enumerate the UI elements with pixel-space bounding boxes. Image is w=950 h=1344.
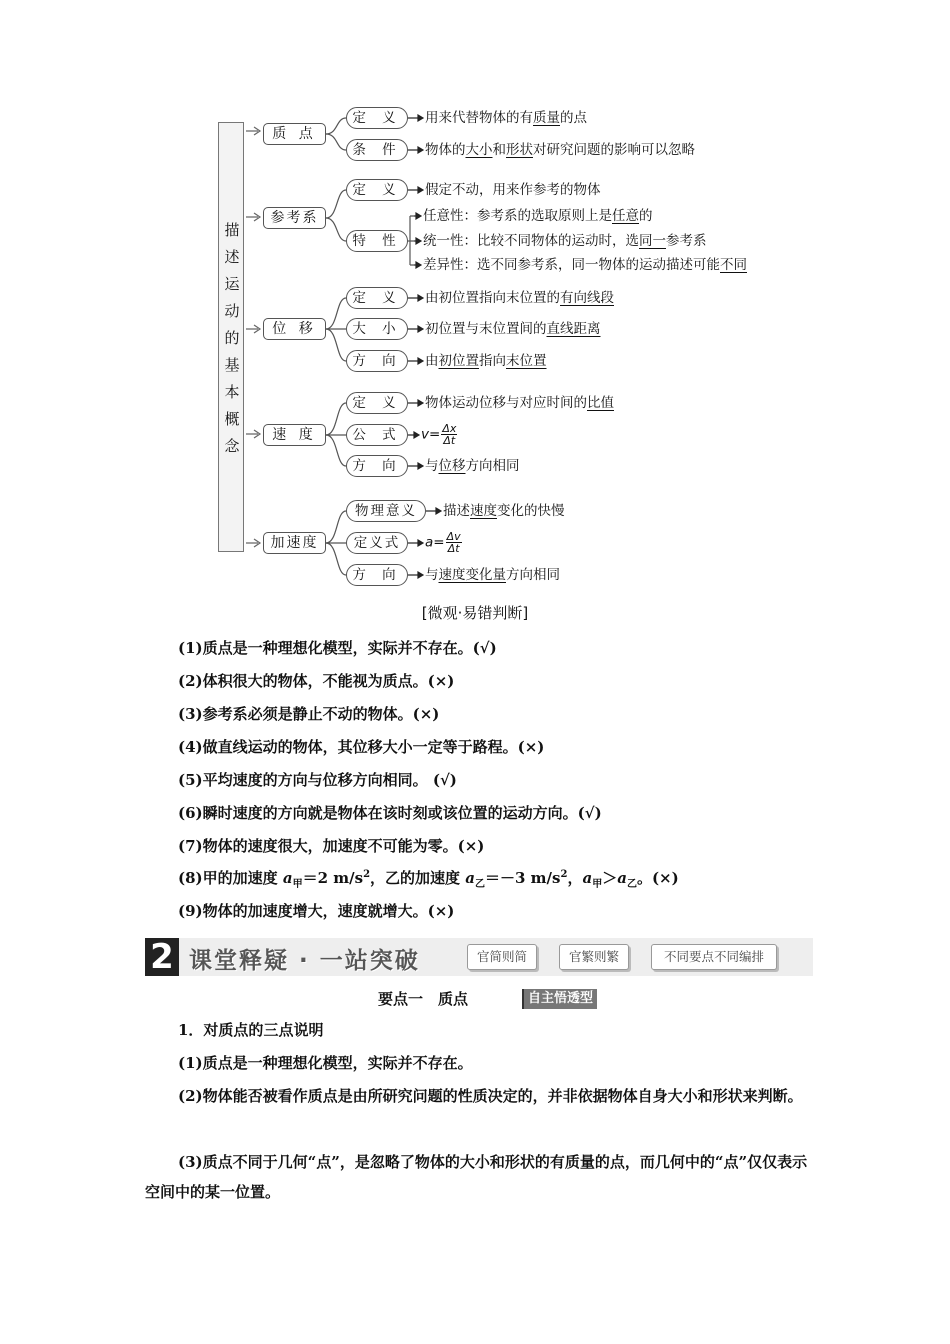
node-definition: 定 义 [346,392,408,414]
banner-tag: 不同要点不同编排 [651,944,777,970]
node-direction: 方 向 [346,455,408,477]
banner-tag: 官繁则繁 [559,944,629,970]
judgment-item: (3)参考系必须是静止不动的物体。(×) [178,705,440,723]
section-title: 课堂释疑 · 一站突破 [189,948,420,974]
node-definition: 定 义 [346,287,408,309]
node-magnitude: 大 小 [346,318,408,340]
judgment-item: (8)甲的加速度 $a_甲=2$ $m/s^2$，乙的加速度 $a_乙=-3$ $m/s^2$，$a_甲>a_乙$。(×) [178,869,679,890]
banner-tag: 官简则简 [467,944,537,970]
judgment-item: (1)质点是一种理想化模型，实际并不存在。(√) [178,639,497,657]
root-char: 描 [224,221,240,239]
leaf-frame-definition: 假定不动，用来作参考的物体 [425,182,601,198]
point-heading: 要点一 质点 [378,990,469,1008]
node-direction: 方 向 [346,350,408,372]
node-formula: 公 式 [346,424,408,446]
root-concept-bar [218,122,244,552]
node-condition: 条 件 [346,139,408,161]
node-definition: 定 义 [346,179,408,201]
leaf-acceleration-direction: 与速度变化量方向相同 [425,567,560,583]
leaf-acceleration-formula: a= $\frac{\Delta v}{\Delta t}$ [425,530,461,555]
point-type-badge: 自主悟透型 [522,989,597,1009]
root-char: 动 [224,302,240,320]
node-property: 特 性 [346,230,408,252]
body-paragraph: (3)质点不同于几何“点”，是忽略了物体的大小和形状的有质量的点，而几何中的“点”仅仅表示空间中的某一位置。 [145,1153,808,1201]
judgment-item: (4)做直线运动的物体，其位移大小一定等于路程。(×) [178,738,545,756]
root-char: 本 [224,383,240,401]
node-definition: 定 义 [346,107,408,129]
section-number: 2 [145,938,179,976]
node-definition-formula: 定义式 [346,532,408,554]
leaf-velocity-formula: v= $\frac{\Delta x}{\Delta t}$ [421,422,457,447]
branch-reference-frame: 参考系 [263,207,326,229]
leaf-particle-definition: 用来代替物体的有质量的点 [425,110,587,126]
root-char: 运 [224,275,240,293]
body-paragraph: (1)质点是一种理想化模型，实际并不存在。 [178,1054,473,1072]
branch-displacement: 位 移 [263,318,326,340]
leaf-displacement-definition: 由初位置指向末位置的有向线段 [425,290,614,306]
leaf-velocity-direction: 与位移方向相同 [425,458,520,474]
leaf-frame-arbitrary: 任意性：参考系的选取原则上是任意的 [423,208,653,224]
mindmap-connectors [0,0,950,620]
leaf-velocity-definition: 物体运动位移与对应时间的比值 [425,395,614,411]
judgment-item: (9)物体的加速度增大，速度就增大。(×) [178,902,455,920]
body-heading: 1．对质点的三点说明 [178,1021,324,1039]
root-char: 概 [224,410,240,428]
judgment-item: (2)体积很大的物体，不能视为质点。(×) [178,672,455,690]
root-char: 念 [224,437,240,455]
body-paragraph: (2)物体能否被看作质点是由所研究问题的性质决定的，并非依据物体自身大小和形状来判断。 [178,1087,803,1105]
leaf-frame-difference: 差异性：选不同参考系，同一物体的运动描述可能不同 [423,257,747,273]
node-direction: 方 向 [346,564,408,586]
branch-particle: 质 点 [263,123,326,145]
branch-acceleration: 加速度 [263,532,326,554]
judgment-item: (5)平均速度的方向与位移方向相同。 (√) [178,771,457,789]
leaf-particle-condition: 物体的大小和形状对研究问题的影响可以忽略 [425,142,695,158]
judgment-item: (6)瞬时速度的方向就是物体在该时刻或该位置的运动方向。(√) [178,804,602,822]
leaf-acceleration-meaning: 描述速度变化的快慢 [443,503,565,519]
branch-velocity: 速 度 [263,424,326,446]
root-char: 基 [224,356,240,374]
section-banner [145,938,813,976]
leaf-displacement-magnitude: 初位置与末位置间的直线距离 [425,321,601,337]
section-caption: [微观·易错判断] [421,604,529,622]
root-char: 的 [224,329,240,347]
root-char: 述 [224,248,240,266]
judgment-item: (7)物体的速度很大，加速度不可能为零。(×) [178,837,485,855]
leaf-displacement-direction: 由初位置指向末位置 [425,353,547,369]
node-physical-meaning: 物理意义 [346,500,426,522]
leaf-frame-unified: 统一性：比较不同物体的运动时，选同一参考系 [423,233,707,249]
